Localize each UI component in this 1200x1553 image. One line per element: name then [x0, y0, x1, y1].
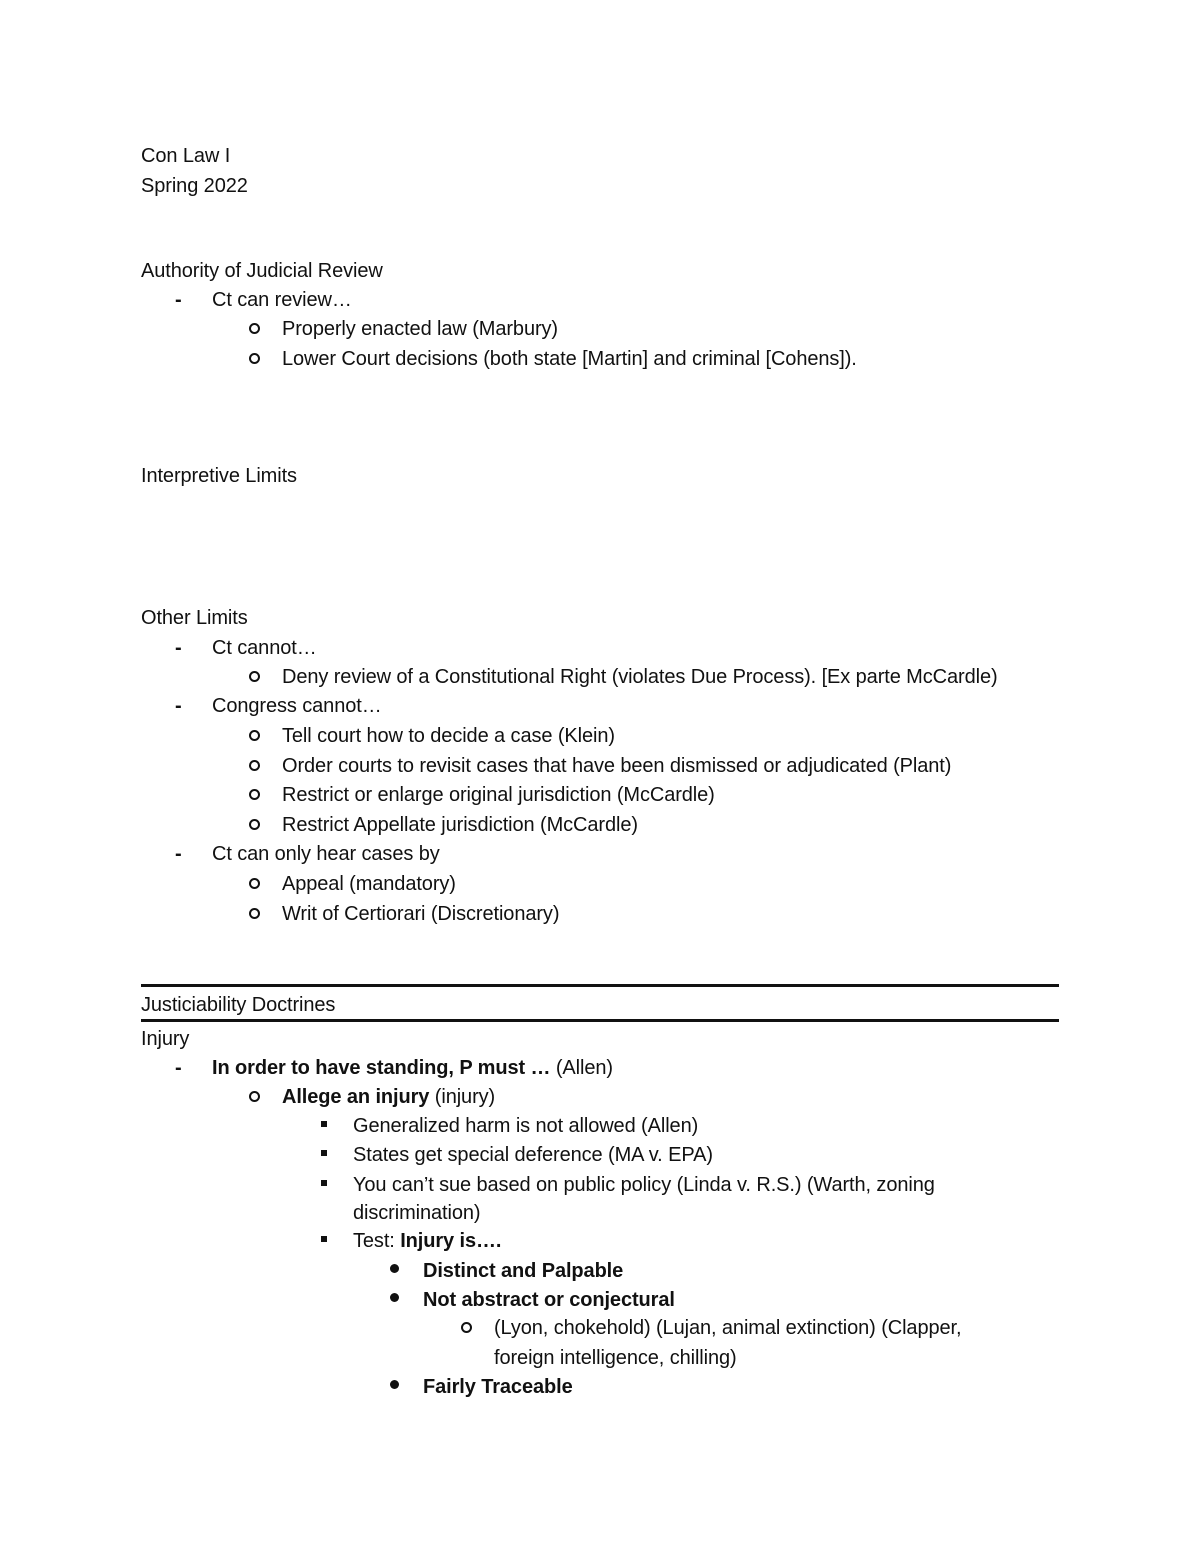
dot-bullet-icon [390, 1293, 399, 1302]
allege-bold-text: Allege an injury [282, 1086, 430, 1108]
list-item: (Lyon, chokehold) (Lujan, animal extinction) (Clapper, [494, 1317, 962, 1339]
dot-bullet-icon [390, 1264, 399, 1273]
subsection-heading-injury: Injury [141, 1028, 190, 1050]
list-item: Restrict Appellate jurisdiction (McCardle) [282, 814, 638, 836]
dash-bullet: - [175, 289, 182, 311]
list-item: Fairly Traceable [423, 1376, 573, 1398]
list-item: Lower Court decisions (both state [Martin] and criminal [Cohens]). [282, 348, 857, 370]
standing-bold-text: In order to have standing, P must … [212, 1057, 551, 1079]
circle-bullet-icon [249, 908, 260, 919]
dash-bullet: - [175, 843, 182, 865]
list-item: Restrict or enlarge original jurisdiction (McCardle) [282, 784, 715, 806]
heading-top-rule [141, 984, 1059, 987]
list-item: Generalized harm is not allowed (Allen) [353, 1115, 699, 1137]
list-item [353, 1229, 501, 1253]
circle-bullet-icon [249, 819, 260, 830]
section-heading-other: Other Limits [141, 607, 248, 629]
list-item: Distinct and Palpable [423, 1260, 624, 1282]
circle-bullet-icon [249, 789, 260, 800]
list-item: States get special deference (MA v. EPA) [353, 1144, 713, 1166]
circle-bullet-icon [249, 878, 260, 889]
circle-bullet-icon [249, 1091, 260, 1102]
list-item: Congress cannot… [212, 695, 382, 717]
list-item: Properly enacted law (Marbury) [282, 318, 558, 340]
square-bullet-icon [321, 1150, 327, 1156]
list-item: Ct can only hear cases by [212, 843, 440, 865]
course-title: Con Law I [141, 145, 231, 167]
list-item: Not abstract or conjectural [423, 1289, 675, 1311]
list-item: Order courts to revisit cases that have been dismissed or adjudicated (Plant) [282, 755, 952, 777]
test-bold-text: Injury is…. [400, 1230, 502, 1252]
square-bullet-icon [321, 1236, 327, 1242]
list-item [282, 1085, 495, 1109]
list-item: Deny review of a Constitutional Right (violates Due Process). [Ex parte McCardle) [282, 666, 998, 688]
square-bullet-icon [321, 1121, 327, 1127]
list-item: Tell court how to decide a case (Klein) [282, 725, 615, 747]
dash-bullet: - [175, 1057, 182, 1079]
circle-bullet-icon [249, 353, 260, 364]
circle-bullet-icon [249, 760, 260, 771]
section-heading-interpretive: Interpretive Limits [141, 465, 297, 487]
list-item: Ct can review… [212, 289, 352, 311]
circle-bullet-icon [249, 323, 260, 334]
section-heading-justiciability: Justiciability Doctrines [141, 994, 336, 1016]
list-item: Ct cannot… [212, 637, 317, 659]
dash-bullet: - [175, 695, 182, 717]
course-term: Spring 2022 [141, 175, 248, 197]
list-item-continuation: discrimination) [353, 1202, 481, 1224]
section-heading-authority: Authority of Judicial Review [141, 260, 383, 282]
standing-citation: (Allen) [550, 1057, 613, 1079]
list-item: Appeal (mandatory) [282, 873, 456, 895]
test-label: Test: [353, 1230, 401, 1252]
allege-citation: (injury) [429, 1086, 496, 1108]
circle-bullet-icon [249, 671, 260, 682]
list-item-continuation: foreign intelligence, chilling) [494, 1347, 737, 1369]
list-item: Writ of Certiorari (Discretionary) [282, 903, 560, 925]
dot-bullet-icon [390, 1380, 399, 1389]
list-item [212, 1056, 613, 1080]
list-item: You can’t sue based on public policy (Linda v. R.S.) (Warth, zoning [353, 1174, 935, 1196]
dash-bullet: - [175, 637, 182, 659]
heading-bottom-rule [141, 1019, 1059, 1022]
square-bullet-icon [321, 1180, 327, 1186]
circle-bullet-icon [461, 1322, 472, 1333]
circle-bullet-icon [249, 730, 260, 741]
